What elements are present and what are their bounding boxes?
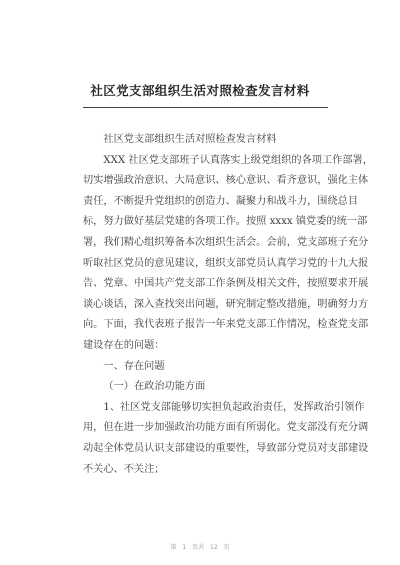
text-line: 听取社区党员的意见建议，组织支部党员认真学习党的十九大报 xyxy=(83,257,369,269)
text-line: XXX 社区党支部班子认真落实上级党组织的各项工作部署， xyxy=(103,154,373,166)
subtitle-line: 社区党支部组织生活对照检查发言材料 xyxy=(103,134,277,145)
paragraph-intro xyxy=(83,151,373,357)
text-line: 建设存在的问题： xyxy=(83,339,165,351)
subsection-heading: （一）在政治功能方面 xyxy=(103,381,206,393)
page-total: 12 xyxy=(210,544,218,551)
text-line: 1、社区党支部能够切实担负起政治责任，发挥政治引领作 xyxy=(103,401,365,413)
page-footer xyxy=(0,542,400,551)
text-line: 署，我们精心组织筹备本次组织生活会。会前，党支部班子充分 xyxy=(83,236,369,248)
section-heading: 一、存在问题 xyxy=(103,360,165,372)
page-mid: 页共 xyxy=(192,544,205,551)
text-line: 切实增强政治意识、大局意识、核心意识、看齐意识，强化主体 xyxy=(83,175,369,187)
title-divider xyxy=(83,107,328,108)
document-body xyxy=(83,130,373,480)
text-line: 标，努力做好基层党建的各项工作。按照 xxxx 镇党委的统一部 xyxy=(83,216,368,228)
text-line: 谈心谈话，深入查找突出问题，研究制定整改措施，明确努力方 xyxy=(83,298,369,310)
text-line: 动起全体党员认识支部建设的重要性，导致部分党员对支部建设 xyxy=(83,442,369,454)
text-line: 用，但在进一步加强政治功能方面有所弱化。党支部没有充分调 xyxy=(83,422,369,434)
page-number: 1 xyxy=(182,544,187,551)
text-line: 告、党章、中国共产党支部工作条例及相关文件，按照要求开展 xyxy=(83,278,369,290)
text-line: 向。下面，我代表班子报告一年来党支部工作情况，检查党支部 xyxy=(83,319,369,331)
document-title: 社区党支部组织生活对照检查发言材料 xyxy=(90,83,310,98)
text-line: 责任，不断提升党组织的创造力、凝聚力和战斗力，围绕总目 xyxy=(83,195,359,207)
paragraph-political-function xyxy=(83,398,369,480)
page-suffix: 页 xyxy=(223,544,230,551)
text-line: 不关心、不关注； xyxy=(83,463,165,475)
page-prefix: 第 xyxy=(170,544,177,551)
